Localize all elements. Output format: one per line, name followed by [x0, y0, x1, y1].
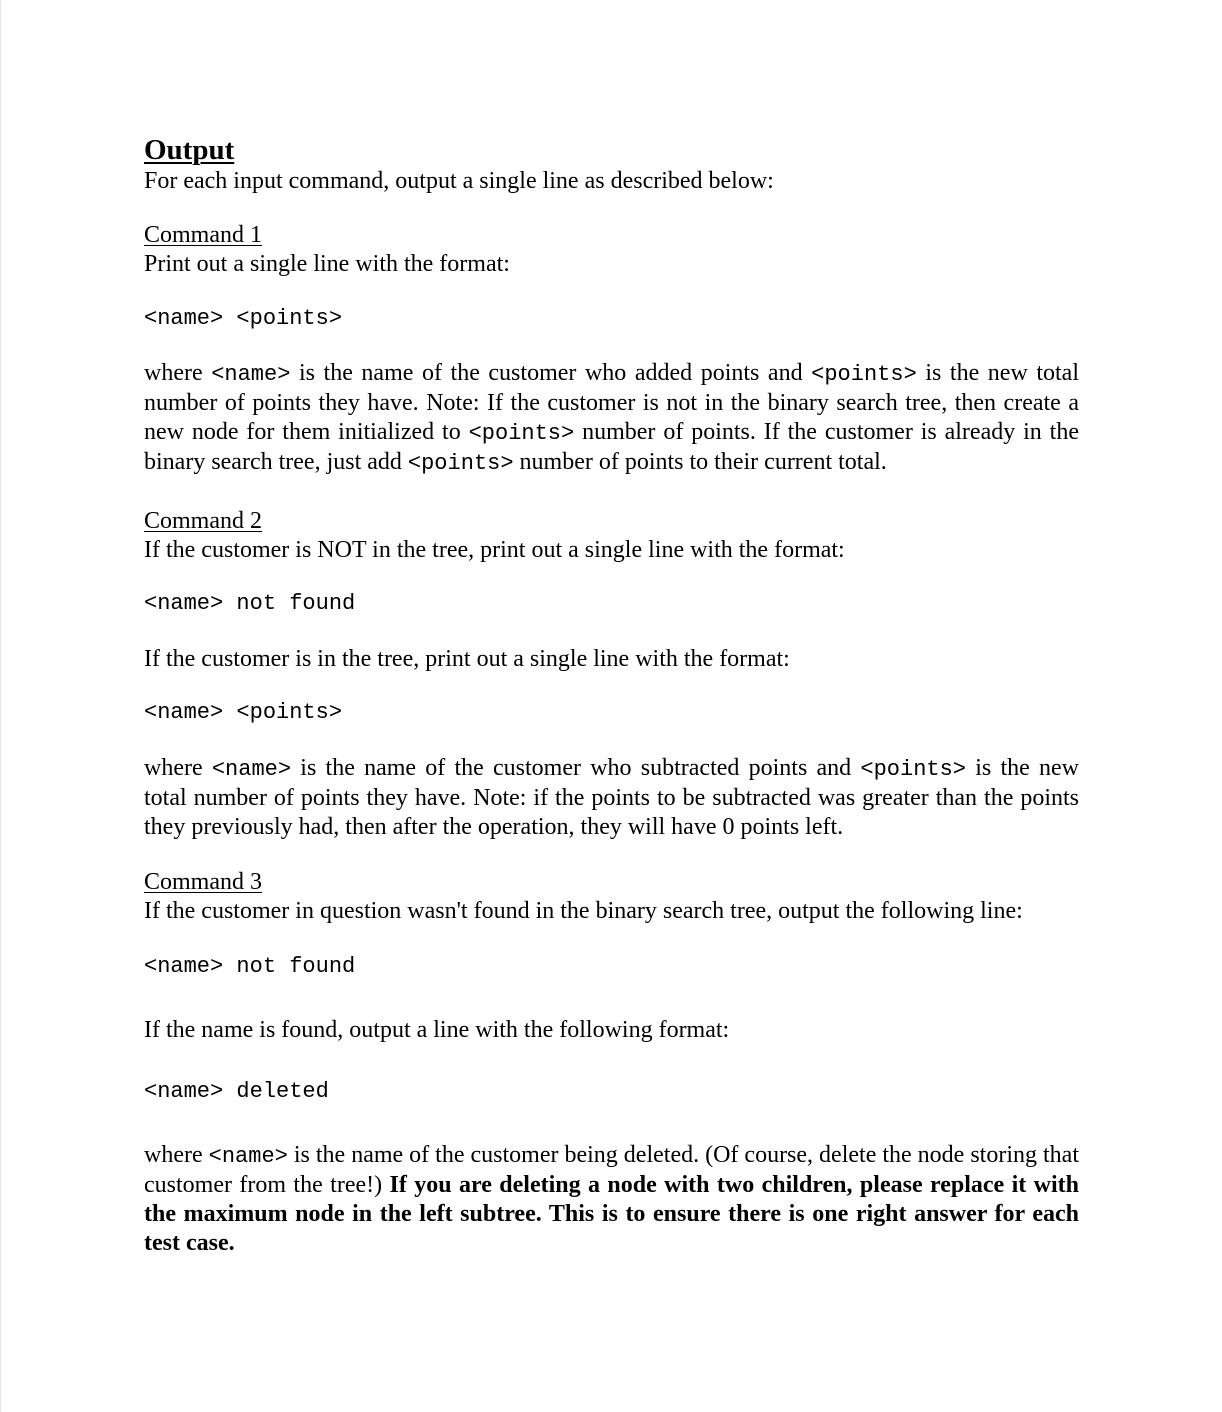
- intro-text: For each input command, output a single line as described below:: [144, 168, 774, 194]
- command-2-description: where <name> is the name of the customer who subtracted points and <points> is the new total number of points they have. Note: if the points to be subtracted was greater than the points they previously had, then after the operation, they will have 0 points left.: [144, 755, 1079, 840]
- command-1-description: where <name> is the name of the customer who added points and <points> is the new total number of points they have. Note: If the customer is not in the binary search tree, then create a new node for them initialized to <points> number of points. If the customer is already in the binary search tree, just add <points> number of points to their current total.: [144, 360, 1079, 476]
- command-3-format-found: <name> deleted: [144, 1079, 329, 1104]
- command-2-line-not-found: If the customer is NOT in the tree, print out a single line with the format:: [144, 537, 845, 563]
- command-3-line-not-found: If the customer in question wasn't found in the binary search tree, output the following line:: [144, 898, 1023, 924]
- command-2-format-not-found: <name> not found: [144, 591, 356, 616]
- command-1-title: Command 1: [144, 222, 262, 248]
- command-2-line-found: If the customer is in the tree, print out a single line with the format:: [144, 646, 790, 672]
- section-heading: Output: [144, 134, 235, 166]
- command-3-bold-note: If you are deleting a node with two children, please replace it with the maximum node in the left subtree. This is to ensure there is one right answer for each test case.: [144, 1172, 1079, 1256]
- command-1-line: Print out a single line with the format:: [144, 251, 510, 277]
- command-2-format-found: <name> <points>: [144, 700, 343, 725]
- document-body: [144, 133, 1079, 1258]
- command-3-format-not-found: <name> not found: [144, 954, 356, 979]
- command-3-title: Command 3: [144, 869, 262, 895]
- command-1-format: <name> <points>: [144, 306, 343, 331]
- command-2-title: Command 2: [144, 508, 262, 534]
- page-edge: [0, 0, 1, 1412]
- command-3-description: where <name> is the name of the customer being deleted. (Of course, delete the node storing that customer from the tree!) If you are deleting a node with two children, please replace it with the maximum node in the left subtree. This is to ensure there is one right answer for each test case.: [144, 1142, 1079, 1256]
- command-3-line-found: If the name is found, output a line with the following format:: [144, 1017, 730, 1043]
